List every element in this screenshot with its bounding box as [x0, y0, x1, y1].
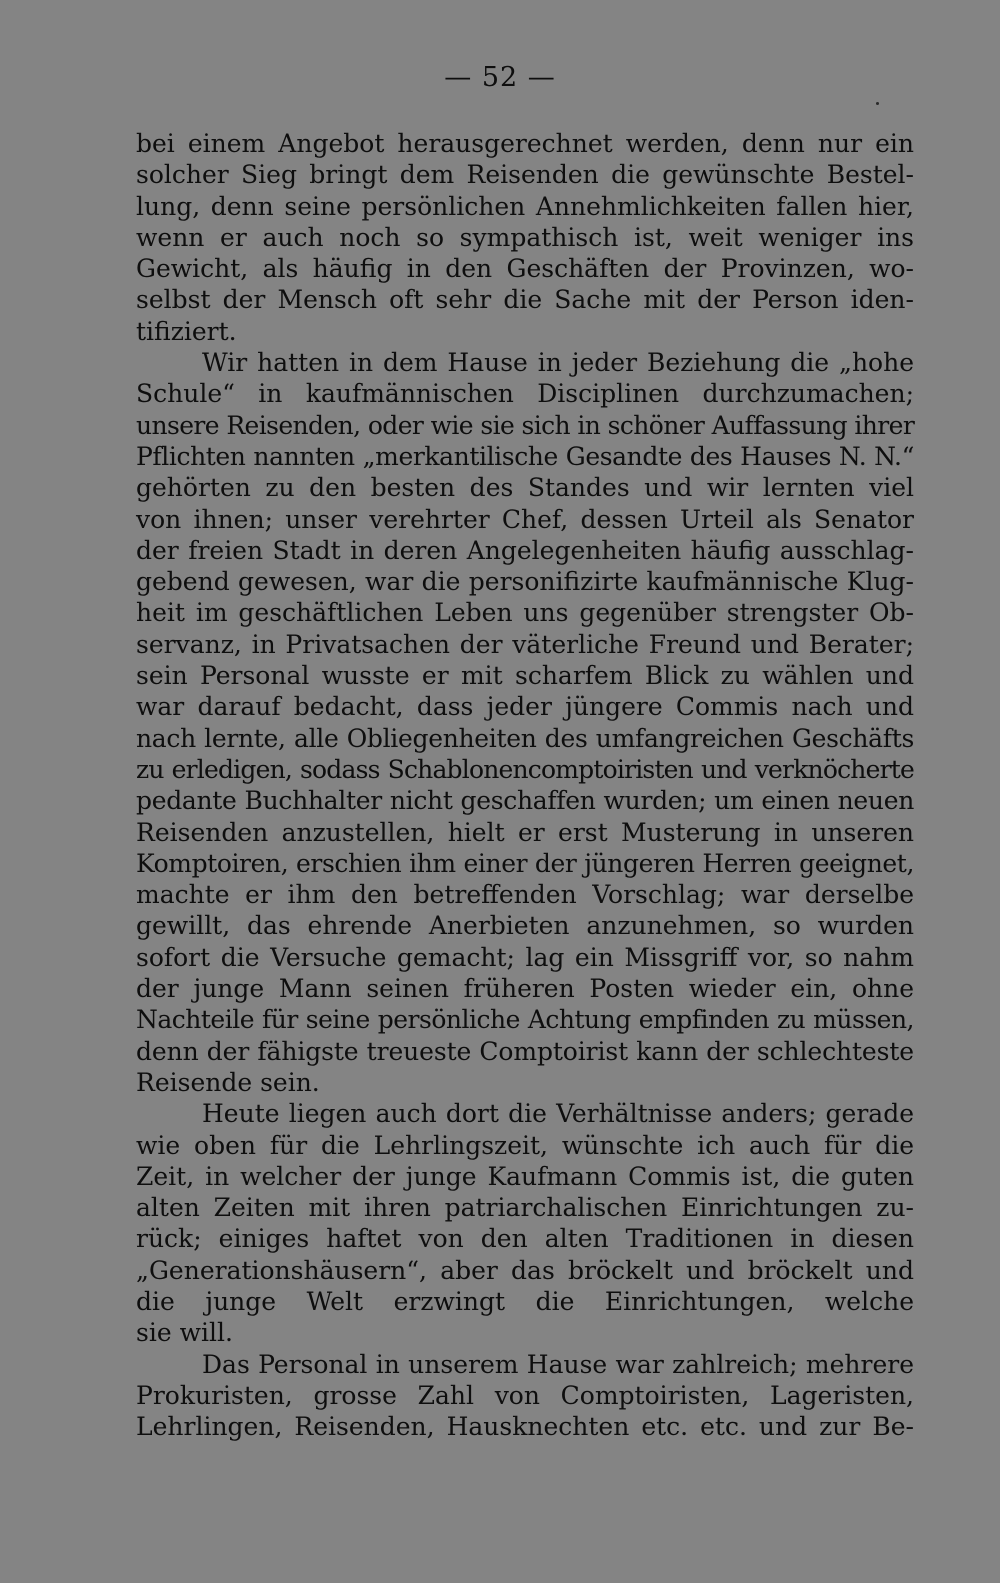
text-line: gewillt, das ehrende Anerbieten anzunehmen, so wurden	[136, 911, 914, 941]
text-line: Wir hatten in dem Hause in jeder Beziehung die „hohe	[202, 348, 914, 378]
text-line: Reisende sein.	[136, 1067, 320, 1097]
text-line: sie will.	[136, 1318, 233, 1348]
text-line: wie oben für die Lehrlingszeit, wünschte ich auch für die	[136, 1130, 914, 1160]
text-line: heit im geschäftlichen Leben uns gegenüber strengster Ob-	[136, 598, 914, 628]
text-line: Pflichten nannten „merkantilische Gesandte des Hauses N. N.“	[136, 441, 914, 471]
text-line: der freien Stadt in deren Angelegenheiten häufig ausschlag-	[136, 535, 914, 565]
text-line: Nachteile für seine persönliche Achtung empfinden zu müssen,	[136, 1005, 914, 1035]
text-line: tifiziert.	[136, 316, 237, 346]
text-line: Heute liegen auch dort die Verhältnisse anders; gerade	[202, 1099, 914, 1129]
text-line: von ihnen; unser verehrter Chef, dessen Urteil als Senator	[136, 504, 914, 534]
text-line: zu erledigen, sodass Schablonencomptoiristen und verknöcherte	[136, 754, 914, 784]
text-line: gehörten zu den besten des Standes und wir lernten viel	[136, 473, 914, 503]
body-text	[136, 128, 914, 1442]
text-line: gebend gewesen, war die personifizirte kaufmännische Klug-	[136, 567, 914, 597]
text-line: Das Personal in unserem Hause war zahlreich; mehrere	[202, 1349, 914, 1379]
text-line: Reisenden anzustellen, hielt er erst Musterung in unseren	[136, 817, 914, 847]
text-line: Lehrlingen, Reisenden, Hausknechten etc. etc. und zur Be-	[136, 1412, 914, 1442]
text-line: bei einem Angebot herausgerechnet werden, denn nur ein	[136, 129, 914, 158]
text-line: nach lernte, alle Obliegenheiten des umfangreichen Geschäfts	[136, 723, 914, 753]
text-line: die junge Welt erzwingt die Einrichtungen, welche	[136, 1286, 914, 1316]
text-line: Gewicht, als häufig in den Geschäften der Provinzen, wo-	[136, 254, 914, 284]
text-line: denn der fähigste treueste Comptoirist kann der schlechteste	[136, 1036, 914, 1066]
text-line: wenn er auch noch so sympathisch ist, weit weniger ins	[136, 222, 914, 252]
text-line: Prokuristen, grosse Zahl von Comptoiristen, Lageristen,	[136, 1380, 914, 1410]
text-line: unsere Reisenden, oder wie sie sich in schöner Auffassung ihrer	[136, 410, 915, 440]
text-line: pedante Buchhalter nicht geschaffen wurden; um einen neuen	[136, 786, 914, 816]
text-line: war darauf bedacht, dass jeder jüngere Commis nach und	[136, 692, 914, 722]
text-line: sofort die Versuche gemacht; lag ein Missgriff vor, so nahm	[136, 942, 914, 972]
text-line: Komptoiren, erschien ihm einer der jüngeren Herren geeignet,	[136, 848, 914, 878]
text-line: „Generationshäusern“, aber das bröckelt und bröckelt und	[136, 1255, 914, 1285]
page-number: — 52 —	[444, 62, 556, 93]
text-line: Zeit, in welcher der junge Kaufmann Commis ist, die guten	[136, 1161, 914, 1191]
text-line: der junge Mann seinen früheren Posten wieder ein, ohne	[136, 974, 914, 1004]
text-line: Schule“ in kaufmännischen Disciplinen durchzumachen;	[136, 379, 914, 409]
text-line: alten Zeiten mit ihren patriarchalischen Einrichtungen zu-	[136, 1193, 914, 1223]
paper-speck	[876, 102, 879, 105]
text-line: solcher Sieg bringt dem Reisenden die gewünschte Bestel-	[136, 160, 914, 190]
text-line: selbst der Mensch oft sehr die Sache mit der Person iden-	[136, 285, 914, 315]
text-line: servanz, in Privatsachen der väterliche Freund und Berater;	[136, 629, 914, 659]
text-line: machte er ihm den betreffenden Vorschlag; war derselbe	[136, 880, 914, 910]
text-line: sein Personal wusste er mit scharfem Blick zu wählen und	[136, 661, 914, 691]
text-line: rück; einiges haftet von den alten Traditionen in diesen	[136, 1224, 914, 1254]
text-line: lung, denn seine persönlichen Annehmlichkeiten fallen hier,	[136, 191, 914, 221]
